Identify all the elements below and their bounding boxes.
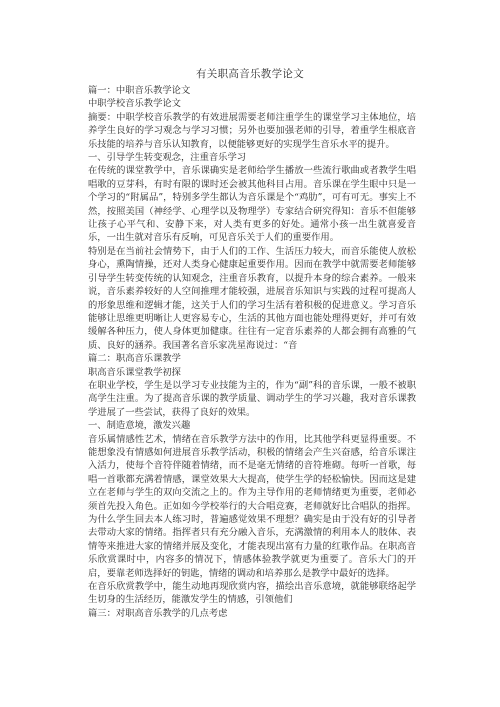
body-paragraph: 特别是在当前社会情势下，由于人们的工作、生活压力较大，而音乐能使人放松身心，熏陶情操，还对人类身心健康起重要作用。因而在教学中就需要老师能够引导学生转变传统的认知观念，注重音乐教育，以提升本身的综合素养。一般来说，音乐素养较好的人空间推理才能较强，进展音乐知识与实践的过程可提高人的形象思维和逻辑才能，这关于人们的学习生活有着积极的促进意义。学习音乐能够让思维更明晰让人更容易专心，生活的其他方面也能处理得更好，并可有效缓解各种压力，使人身体更加健康。往往有一定音乐素养的人都会拥有高雅的气质、良好的涵养。我国著名音乐家冼星海说过：“音 bbox=[88, 245, 416, 351]
body-paragraph: 在职业学校，学生是以学习专业技能为主的，作为“副”科的音乐课，一般不被职高学生注重。为了提高音乐课的教学质量、调动学生的学习兴趣，我对音乐课教学进展了一些尝试，获得了良好的效果。 bbox=[88, 379, 416, 418]
section-heading: 篇一：中职音乐教学论文 bbox=[88, 85, 191, 96]
document-title: 有关职高音乐教学论文 bbox=[196, 68, 304, 80]
section-heading: 篇三：对职高音乐教学的几点考虑 bbox=[88, 607, 228, 619]
body-paragraph: 在传统的课堂教学中，音乐课确实是老师给学生播放一些流行歌曲或者教学生唱唱歌的豆芽科，有时有限的课时还会被其他科目占用。音乐课在学生眼中只是一个学习的“附属品”，特别多学生都认为音乐课是个“鸡肋”，可有可无。事实上不然，按照美国（神经学、心理学以及物理学）专家结合研究得知：音乐不但能够让孩子心平气和、安静下来，对人类有更多的好处。通常小孩一出生就喜爱音乐，一出生就对音乐有反响，可见音乐关于人们的重要作用。 bbox=[88, 165, 416, 244]
subsection-heading: 一、制造意境，激发兴趣 bbox=[88, 420, 191, 432]
document-body bbox=[88, 84, 416, 620]
subsection-heading: 一、引导学生转变观念，注重音乐学习 bbox=[88, 152, 247, 164]
body-paragraph: 音乐属情感性艺术，情绪在音乐教学方法中的作用，比其他学科更显得重要。不能想象没有情感如何进展音乐教学活动，积极的情绪会产生兴奋感，给音乐课注入活力，使每个音符伴随着情绪，而不是毫无情绪的音符堆砌。每听一首歌，每唱一首歌都充满着情感，课堂效果大大提高，使学生学的轻松愉快。因而这是建立在老师与学生的双向交流之上的。作为主导作用的老师情绪更为重要，老师必须首先投入角色。正如如今学校举行的大合唱竞赛，老师就好比合唱队的指挥。为什么学生回去本人练习时，普遍感觉效果不理想？确实是由于没有好的引导者去带动大家的情绪。指挥者只有充分融入音乐，充满激情的利用本人的肢体、表情等来推进大家的情绪并展及变化，才能表现出富有力量的红歌作品。在职高音乐欣赏课时中，内容多的情况下，情感体验教学就更为重要了。音乐大门的开启，要靠老师选择好的钥匙，情绪的调动和培养那么是教学中最好的选择。 bbox=[88, 433, 416, 579]
article-title: 中职学校音乐教学论文 bbox=[88, 98, 181, 110]
body-paragraph: 在音乐欣赏教学中，能生动地再现欣赏内容，描绘出音乐意境，就能够联络起学生切身的生活经历，能激发学生的情感，引领他们 bbox=[88, 581, 416, 606]
section-heading: 篇二：职高音乐课教学 bbox=[88, 353, 181, 365]
abstract-paragraph: 摘要：中职学校音乐教学的有效进展需要老师注重学生的课堂学习主体地位，培养学生良好的学习观念与学习习惯；另外也要加强老师的引导，着重学生根底音乐技能的培养与音乐认知教育，以便能够更好的实现学生音乐水平的提升。 bbox=[88, 111, 416, 150]
article-title: 职高音乐课堂教学初探 bbox=[88, 366, 181, 378]
